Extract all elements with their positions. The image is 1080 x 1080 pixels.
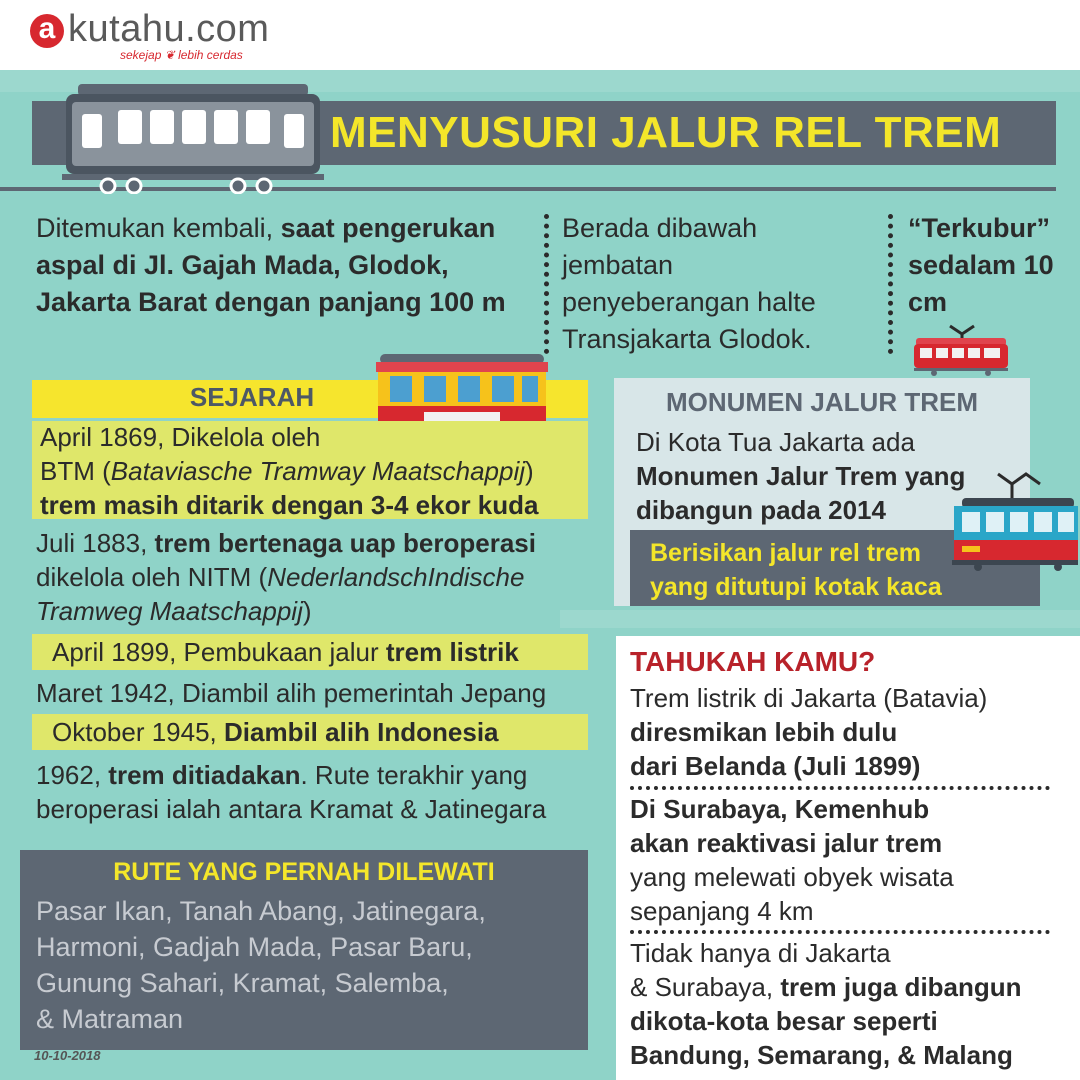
logo-domain: .com [185,8,270,50]
history-1883-line3 [36,594,576,628]
history-1899 [52,635,592,669]
history-1869 [40,420,580,522]
rute-line: Gunung Sahari, Kramat, Salemba, [36,968,449,998]
fact-jakarta-line2: diresmikan lebih dulu [630,717,898,747]
history-1869-company: Bataviasche Tramway Maatschappij [110,456,526,486]
history-1869-bold: trem masih ditarik dengan 3-4 ekor kuda [40,490,539,520]
rute-line: & Matraman [36,1004,184,1034]
tahukah-heading: TAHUKAH KAMU? [630,646,876,677]
fact-other-line3: dikota-kota besar seperti [630,1006,938,1036]
logo-name: kutahu [68,8,186,50]
blue-tram-icon [948,468,1078,572]
history-1883-date: Juli 1883, [36,528,155,558]
history-1962 [36,758,596,826]
history-1962-line1 [36,758,596,792]
history-1899-text: April 1899, Pembukaan jalur [52,637,386,667]
monumen-heading: MONUMEN JALUR TREM [666,387,978,417]
history-1962-line2: beroperasi ialah antara Kramat & Jatinegara [36,794,547,824]
history-1899-bold: trem listrik [385,637,519,667]
fact-other-line1: Tidak hanya di Jakarta [630,938,891,968]
rute-line: Harmoni, Gadjah Mada, Pasar Baru, [36,932,473,962]
fact-other-line2 [630,970,1070,1004]
history-1869-line1: April 1869, Dikelola oleh [40,422,321,452]
logo-wordmark[interactable] [68,8,269,51]
monumen-line1: Di Kota Tua Jakarta ada [636,427,915,457]
intro-finding [36,210,546,321]
fact-other-cities [630,936,1070,1072]
fact-surabaya-line3: yang melewati obyek wisata [630,862,954,892]
history-1869-text: BTM ( [40,456,111,486]
fact-divider [630,786,1050,790]
logo-tagline: sekejap ❦ lebih cerdas [120,48,243,62]
texture-band [560,610,1080,628]
monumen-highlight-line2: yang ditutupi kotak kaca [650,573,942,601]
monumen-line3: dibangun pada 2014 [636,495,886,525]
electric-tram-icon [910,324,1010,376]
intro-depth: “Terkubur” sedalam 10 cm [908,213,1054,317]
fact-surabaya [630,792,1070,928]
history-1883-bold: trem bertenaga uap beroperasi [154,528,536,558]
fact-surabaya-line4: sepanjang 4 km [630,896,814,926]
history-1869-paren: ) [525,456,534,486]
rute-heading: RUTE YANG PERNAH DILEWATI [113,858,495,886]
fact-other-text: & Surabaya, [630,972,781,1002]
monumen-highlight [650,536,942,604]
fact-jakarta-line3: dari Belanda (Juli 1899) [630,751,921,781]
rute-line: Pasar Ikan, Tanah Abang, Jatinegara, [36,896,486,926]
history-1883-paren: ) [302,596,312,626]
monumen-highlight-line1: Berisikan jalur rel trem [650,539,921,567]
history-1945 [52,715,592,749]
intro-finding-bold: saat pengerukan aspal di Jl. Gajah Mada, Glodok, Jakarta Barat dengan panjang 100 m [36,213,506,317]
fact-other-bold: trem juga dibangun [780,972,1022,1002]
history-1883-line1 [36,526,576,560]
history-1945-text: Oktober 1945, [52,717,224,747]
column-divider [888,214,893,354]
sejarah-heading: SEJARAH [189,382,315,412]
history-1869-line2 [40,454,580,488]
rute-list [36,893,576,1037]
intro-location: Berada dibawah jembatan penyeberangan halte Transjakarta Glodok. [562,213,816,354]
fact-divider [630,930,1050,934]
history-1962-date: 1962, [36,760,109,790]
fact-surabaya-line2: akan reaktivasi jalur trem [630,828,943,858]
history-1883-line2 [36,560,576,594]
monumen-body [636,425,965,527]
publish-date: 10-10-2018 [34,1048,101,1063]
fact-surabaya-line1: Di Surabaya, Kemenhub [630,794,930,824]
history-1883-text: dikelola oleh NITM ( [36,562,268,592]
fact-jakarta-line1: Trem listrik di Jakarta (Batavia) [630,683,988,713]
logo-mark[interactable]: a [30,14,64,48]
history-1883-company-a: NederlandschIndische [267,562,525,592]
history-1883-company-b: Tramweg Maatschappij [36,596,303,626]
column-divider [544,214,549,354]
fact-other-line4: Bandung, Semarang, & Malang [630,1040,1013,1070]
fact-jakarta [630,681,1070,783]
history-1945-bold: Diambil alih Indonesia [224,717,499,747]
intro-finding-plain: Ditemukan kembali, [36,213,281,243]
tram-icon [58,82,328,194]
history-1942: Maret 1942, Diambil alih pemerintah Jepang [36,678,547,708]
history-1883 [36,526,576,628]
history-1962-bold: trem ditiadakan [108,760,301,790]
page-title: MENYUSURI JALUR REL TREM [330,108,1002,157]
monumen-line2: Monumen Jalur Trem yang [636,461,966,491]
history-1962-text: . Rute terakhir yang [300,760,528,790]
